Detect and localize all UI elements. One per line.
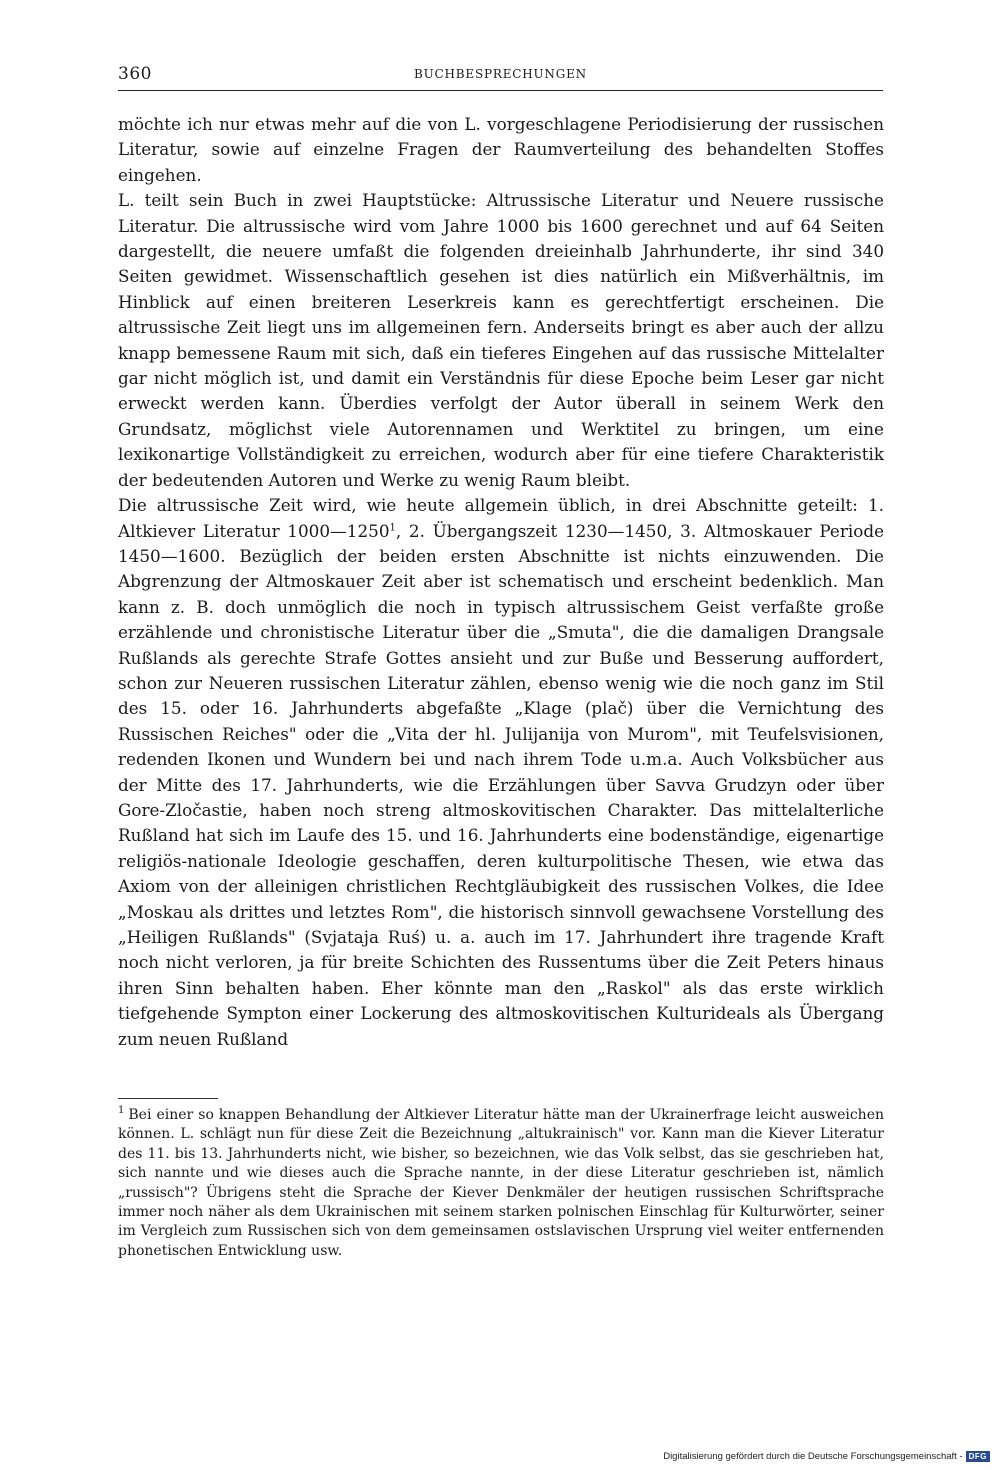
paragraph-3 [118,493,884,1052]
funding-credit-text: Digitalisierung gefördert durch die Deutsche Forschungsgemeinschaft - [663,1451,963,1462]
footnote-marker: 1 [118,1105,125,1117]
footnote-divider [118,1098,218,1099]
paragraph-3-start: Die altrussische Zeit wird, wie heute allgemein üblich, in drei Abschnitte geteilt: 1. Altkiever Literatur 1000—1250 [118,495,884,541]
paragraph-2: L. teilt sein Buch in zwei Hauptstücke: Altrussische Literatur und Neuere russische Literatur. Die altrussische wird vom Jahre 1000 bis 1600 gerechnet und auf 64 Seiten dargestellt, die neuere umfaßt die folgenden dreieinhalb Jahrhunderte, ihr sind 340 Seiten gewidmet. Wissenschaftlich gesehen ist dies natürlich ein Mißverhältnis, im Hinblick auf einen breiteren Leserkreis kann es gerechtfertigt erscheinen. Die altrussische Zeit liegt uns im allgemeinen fern. Anderseits bringt es aber auch der allzu knapp bemessene Raum mit sich, daß ein tieferes Eingehen auf das russische Mittelalter gar nicht möglich ist, und damit ein Verständnis für diese Epoche beim Leser gar nicht erweckt werden kann. Überdies verfolgt der Autor überall in seinem Werk den Grundsatz, möglichst viele Autorennamen und Werktitel zu bringen, um eine lexikonartige Vollständigkeit zu erreichen, wodurch aber für eine tiefere Charakteristik der bedeutenden Autoren und Werke zu wenig Raum bleibt. [118,190,884,490]
page-number: 360 [118,64,152,84]
page-header [118,64,883,91]
paragraph-3-rest: , 2. Übergangszeit 1230—1450, 3. Altmoskauer Periode 1450—1600. Bezüglich der beiden ersten Abschnitte ist nichts einzuwenden. Die Abgrenzung der Altmoskauer Zeit aber ist schematisch und erscheint bedenklich. Man kann z. B. doch unmöglich die noch in typisch altrussischem Geist verfaßte große erzählende und chronistische Literatur über die „Smuta", die die damaligen Drangsale Rußlands als gerechte Strafe Gottes ansieht und zur Buße und Besserung auffordert, schon zur Neueren russischen Literatur zählen, ebenso wenig wie die noch ganz im Stil des 15. oder 16. Jahrhunderts abgefaßte „Klage (plač) über die Vernichtung des Russischen Reiches" oder die „Vita der hl. Julijanija von Murom", mit Teufelsvisionen, redenden Ikonen und Wundern bei und nach ihrem Tode u.m.a. Auch Volksbücher aus der Mitte des 17. Jahrhunderts, wie die Erzählungen über Savva Grudzyn oder über Gore-Zločastie, haben noch streng altmoskovitischen Charakter. Das mittelalterliche Rußland hat sich im Laufe des 15. und 16. Jahrhunderts eine bodenständige, eigenartige religiös-nationale Ideologie geschaffen, deren kulturpolitische Thesen, wie etwa das Axiom von der alleinigen christlichen Rechtgläubigkeit des russischen Volkes, die Idee „Moskau als drittes und letztes Rom", die historisch sinnvoll gewachsene Vorstellung des „Heiligen Rußlands" (Svjataja Ruś) u. a. auch im 17. Jahrhundert ihre tragende Kraft noch nicht verloren, ja für breite Schichten des Russentums über die Zeit Peters hinaus ihren Sinn behalten haben. Eher könnte man den „Raskol" als das erste wirklich tiefgehende Sympton einer Lockerung des altmoskovitischen Kulturideals als Übergang zum neuen Rußland [118,520,885,1049]
footnote-text: Bei einer so knappen Behandlung der Altkiever Literatur hätte man der Ukrainerfrage leicht ausweichen können. L. schlägt nun für diese Zeit die Bezeichnung „altukrainisch" vor. Kann man die Kiever Literatur des 11. bis 13. Jahrhunderts nicht, wie bisher, so bezeichnen, wie das Volk selbst, das sie geschrieben hat, sich nannte und wie dieses auch die Sprache nannte, in der diese Literatur geschrieben ist, nämlich „russisch"? Übrigens steht die Sprache der Kiever Denkmäler der heutigen russischen Schriftsprache immer noch näher als dem Ukrainischen mit seinem starken polnischen Einschlag für Kulturwörter, seiner im Vergleich zum Russischen sich von dem gemeinsamen ostslavischen Ursprung viel weiter entfernenden phonetischen Entwicklung usw. [118,1107,884,1259]
running-head: BUCHBESPRECHUNGEN [414,67,587,81]
footnote-reference[interactable]: 1 [389,521,396,533]
main-text [118,112,884,1052]
paragraph-1: möchte ich nur etwas mehr auf die von L. vorgeschlagene Periodisierung der russischen Literatur, sowie auf einzelne Fragen der Raumverteilung des behandelten Stoffes eingehen. [118,114,884,185]
dfg-logo: DFG [966,1451,990,1462]
funding-credit [663,1451,990,1462]
footnotes [118,1106,884,1261]
footnote-1 [118,1106,884,1261]
